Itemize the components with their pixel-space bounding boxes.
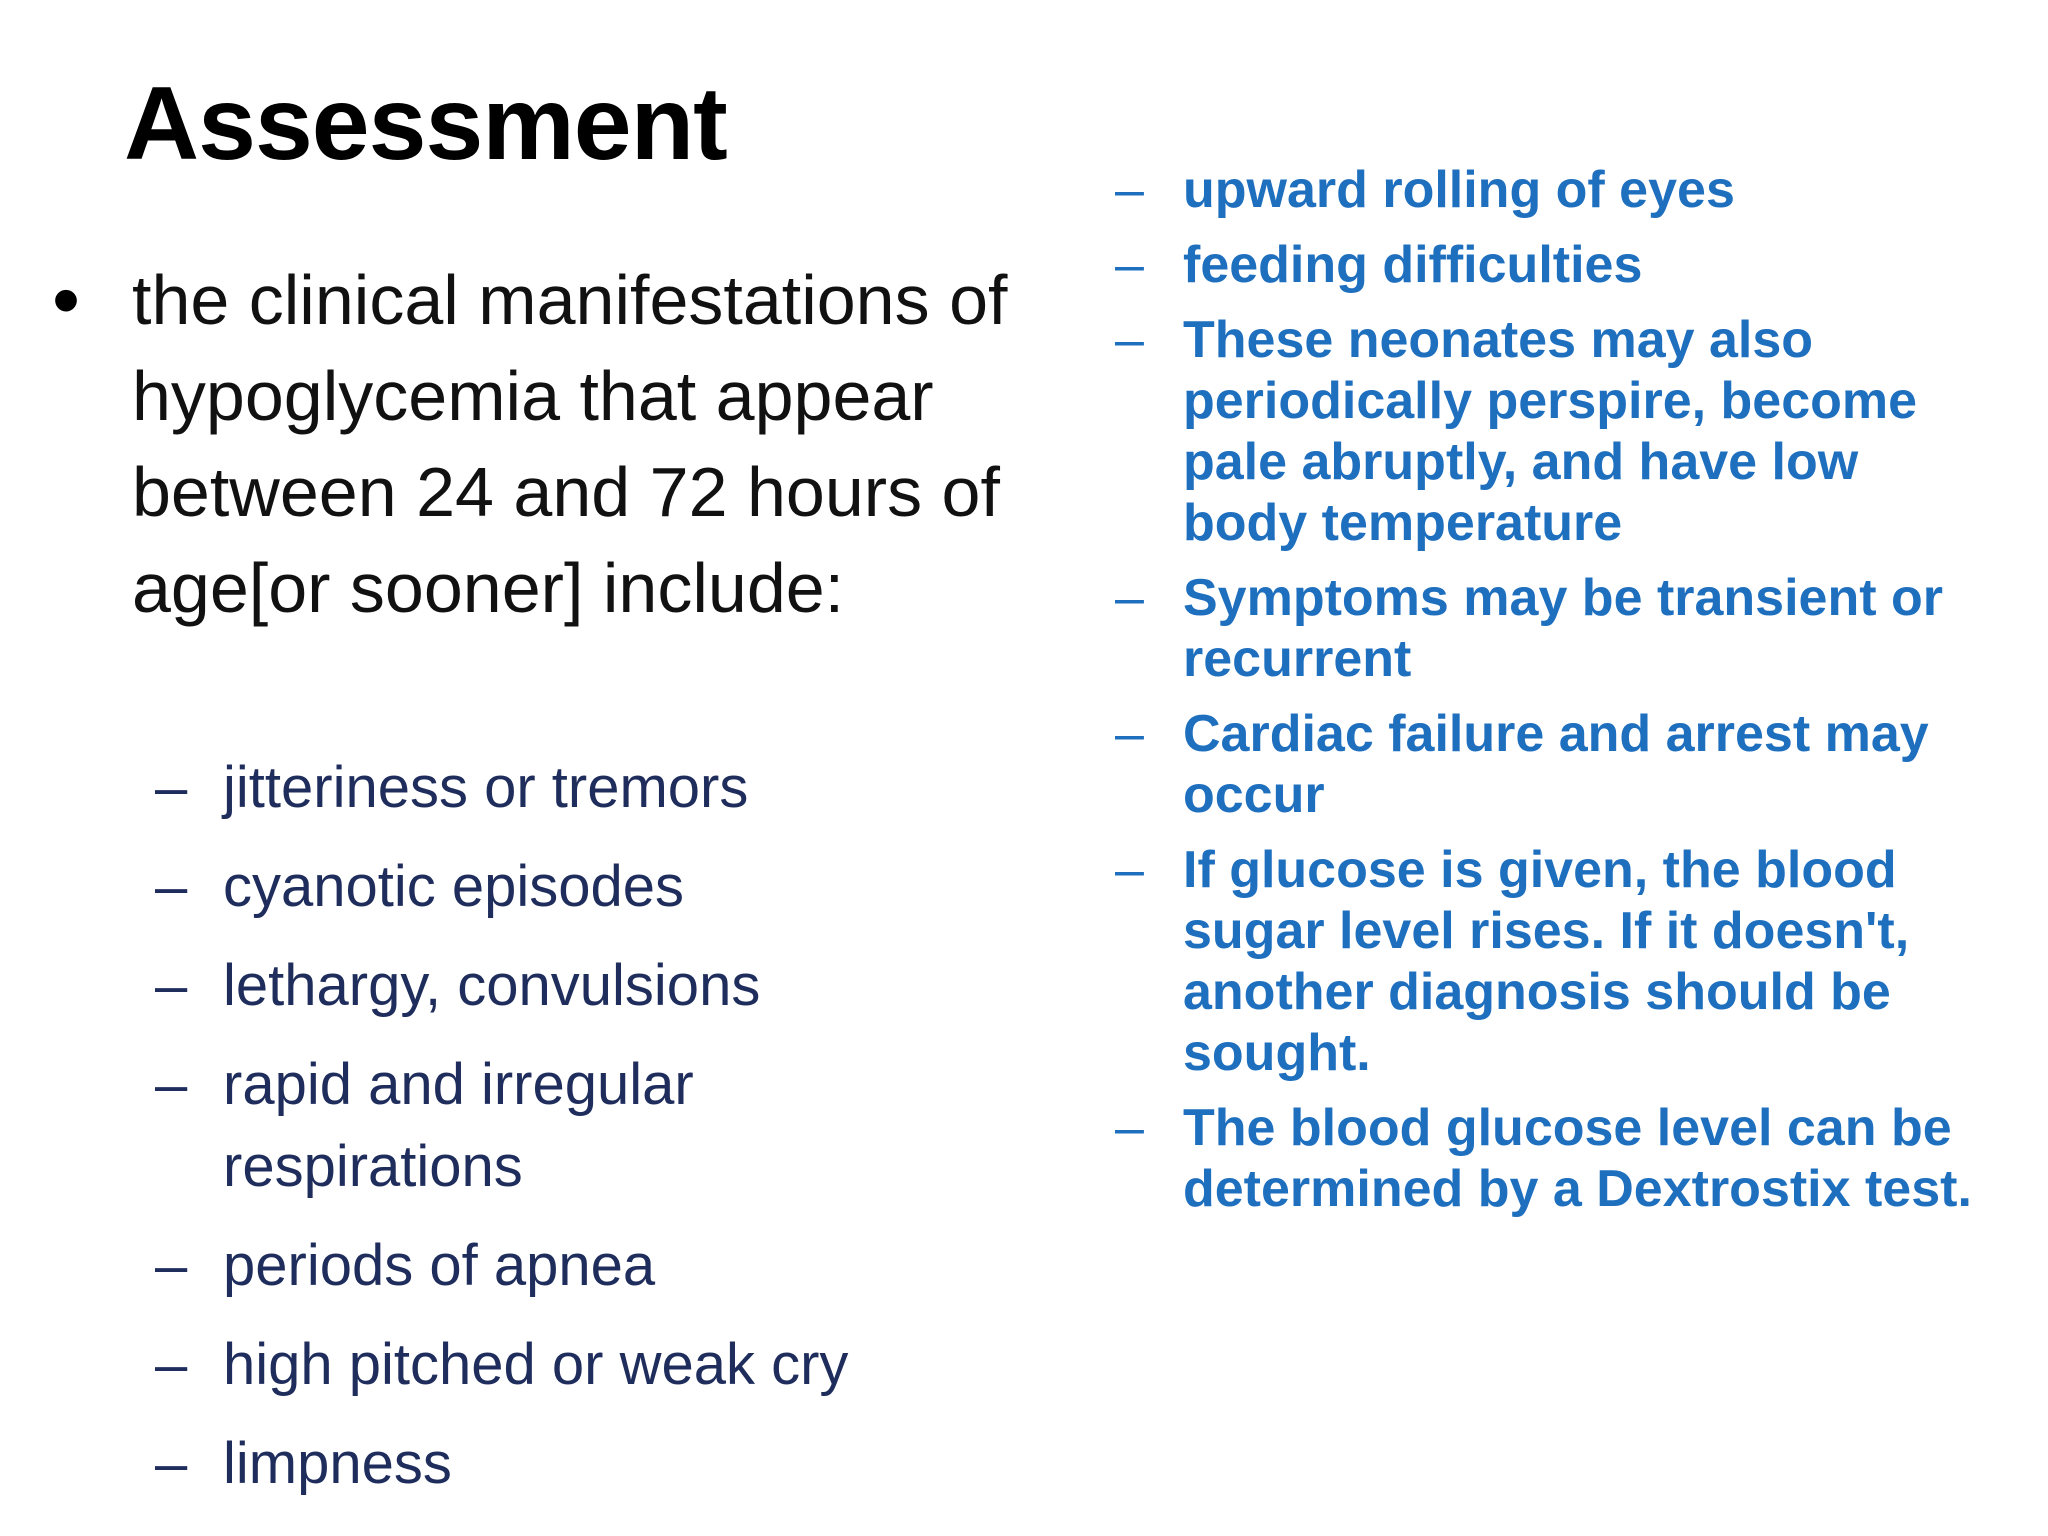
list-item [155, 1324, 975, 1406]
list-item [155, 747, 975, 829]
list-item-text: If glucose is given, the blood sugar level rises. If it doesn't, another diagnosis should be sought. [1183, 841, 1910, 1082]
list-item [1115, 1098, 1995, 1220]
list-item-text: Cardiac failure and arrest may occur [1183, 705, 1929, 824]
dash-glyph: – [155, 953, 188, 1018]
dash-glyph: – [1115, 1099, 1144, 1157]
list-item [155, 846, 975, 928]
dash-glyph: – [1115, 161, 1144, 219]
main-bullet [52, 252, 1032, 636]
dash-glyph: – [155, 854, 188, 919]
bullet-dot: • [52, 255, 81, 344]
list-item-text: cyanotic episodes [223, 854, 685, 919]
list-item-text: lethargy, convulsions [223, 953, 761, 1018]
right-sub-list [1115, 160, 1995, 1234]
list-item [155, 1423, 975, 1505]
list-item-text: upward rolling of eyes [1183, 161, 1735, 219]
dash-glyph: – [1115, 311, 1144, 369]
list-item-text: limpness [223, 1431, 452, 1496]
list-item [1115, 310, 1995, 554]
list-item [155, 1225, 975, 1307]
dash-glyph: – [155, 1431, 188, 1496]
list-item [155, 1044, 975, 1208]
dash-glyph: – [155, 755, 188, 820]
list-item-text: periods of apnea [223, 1233, 656, 1298]
list-item [1115, 704, 1995, 826]
dash-glyph: – [1115, 705, 1144, 763]
list-item-text: Symptoms may be transient or recurrent [1183, 569, 1943, 688]
dash-glyph: – [155, 1052, 188, 1117]
main-bullet-text: the clinical manifestations of hypoglycemia that appear between 24 and 72 hours of age[or sooner] include: [132, 261, 1008, 627]
list-item-text: feeding difficulties [1183, 236, 1643, 294]
list-item-text: These neonates may also periodically perspire, become pale abruptly, and have low body temperature [1183, 311, 1918, 552]
list-item-text: jitteriness or tremors [223, 755, 749, 820]
dash-glyph: – [1115, 569, 1144, 627]
dash-glyph: – [1115, 841, 1144, 899]
list-item-text: rapid and irregular respirations [223, 1052, 694, 1199]
list-item [1115, 568, 1995, 690]
list-item-text: high pitched or weak cry [223, 1332, 849, 1397]
list-item-text: The blood glucose level can be determined by a Dextrostix test. [1183, 1099, 1972, 1218]
dash-glyph: – [1115, 236, 1144, 294]
dash-glyph: – [155, 1233, 188, 1298]
left-sub-list [155, 747, 975, 1522]
slide-title: Assessment [124, 66, 727, 182]
dash-glyph: – [155, 1332, 188, 1397]
list-item [155, 945, 975, 1027]
list-item [1115, 235, 1995, 296]
list-item [1115, 840, 1995, 1084]
list-item [1115, 160, 1995, 221]
